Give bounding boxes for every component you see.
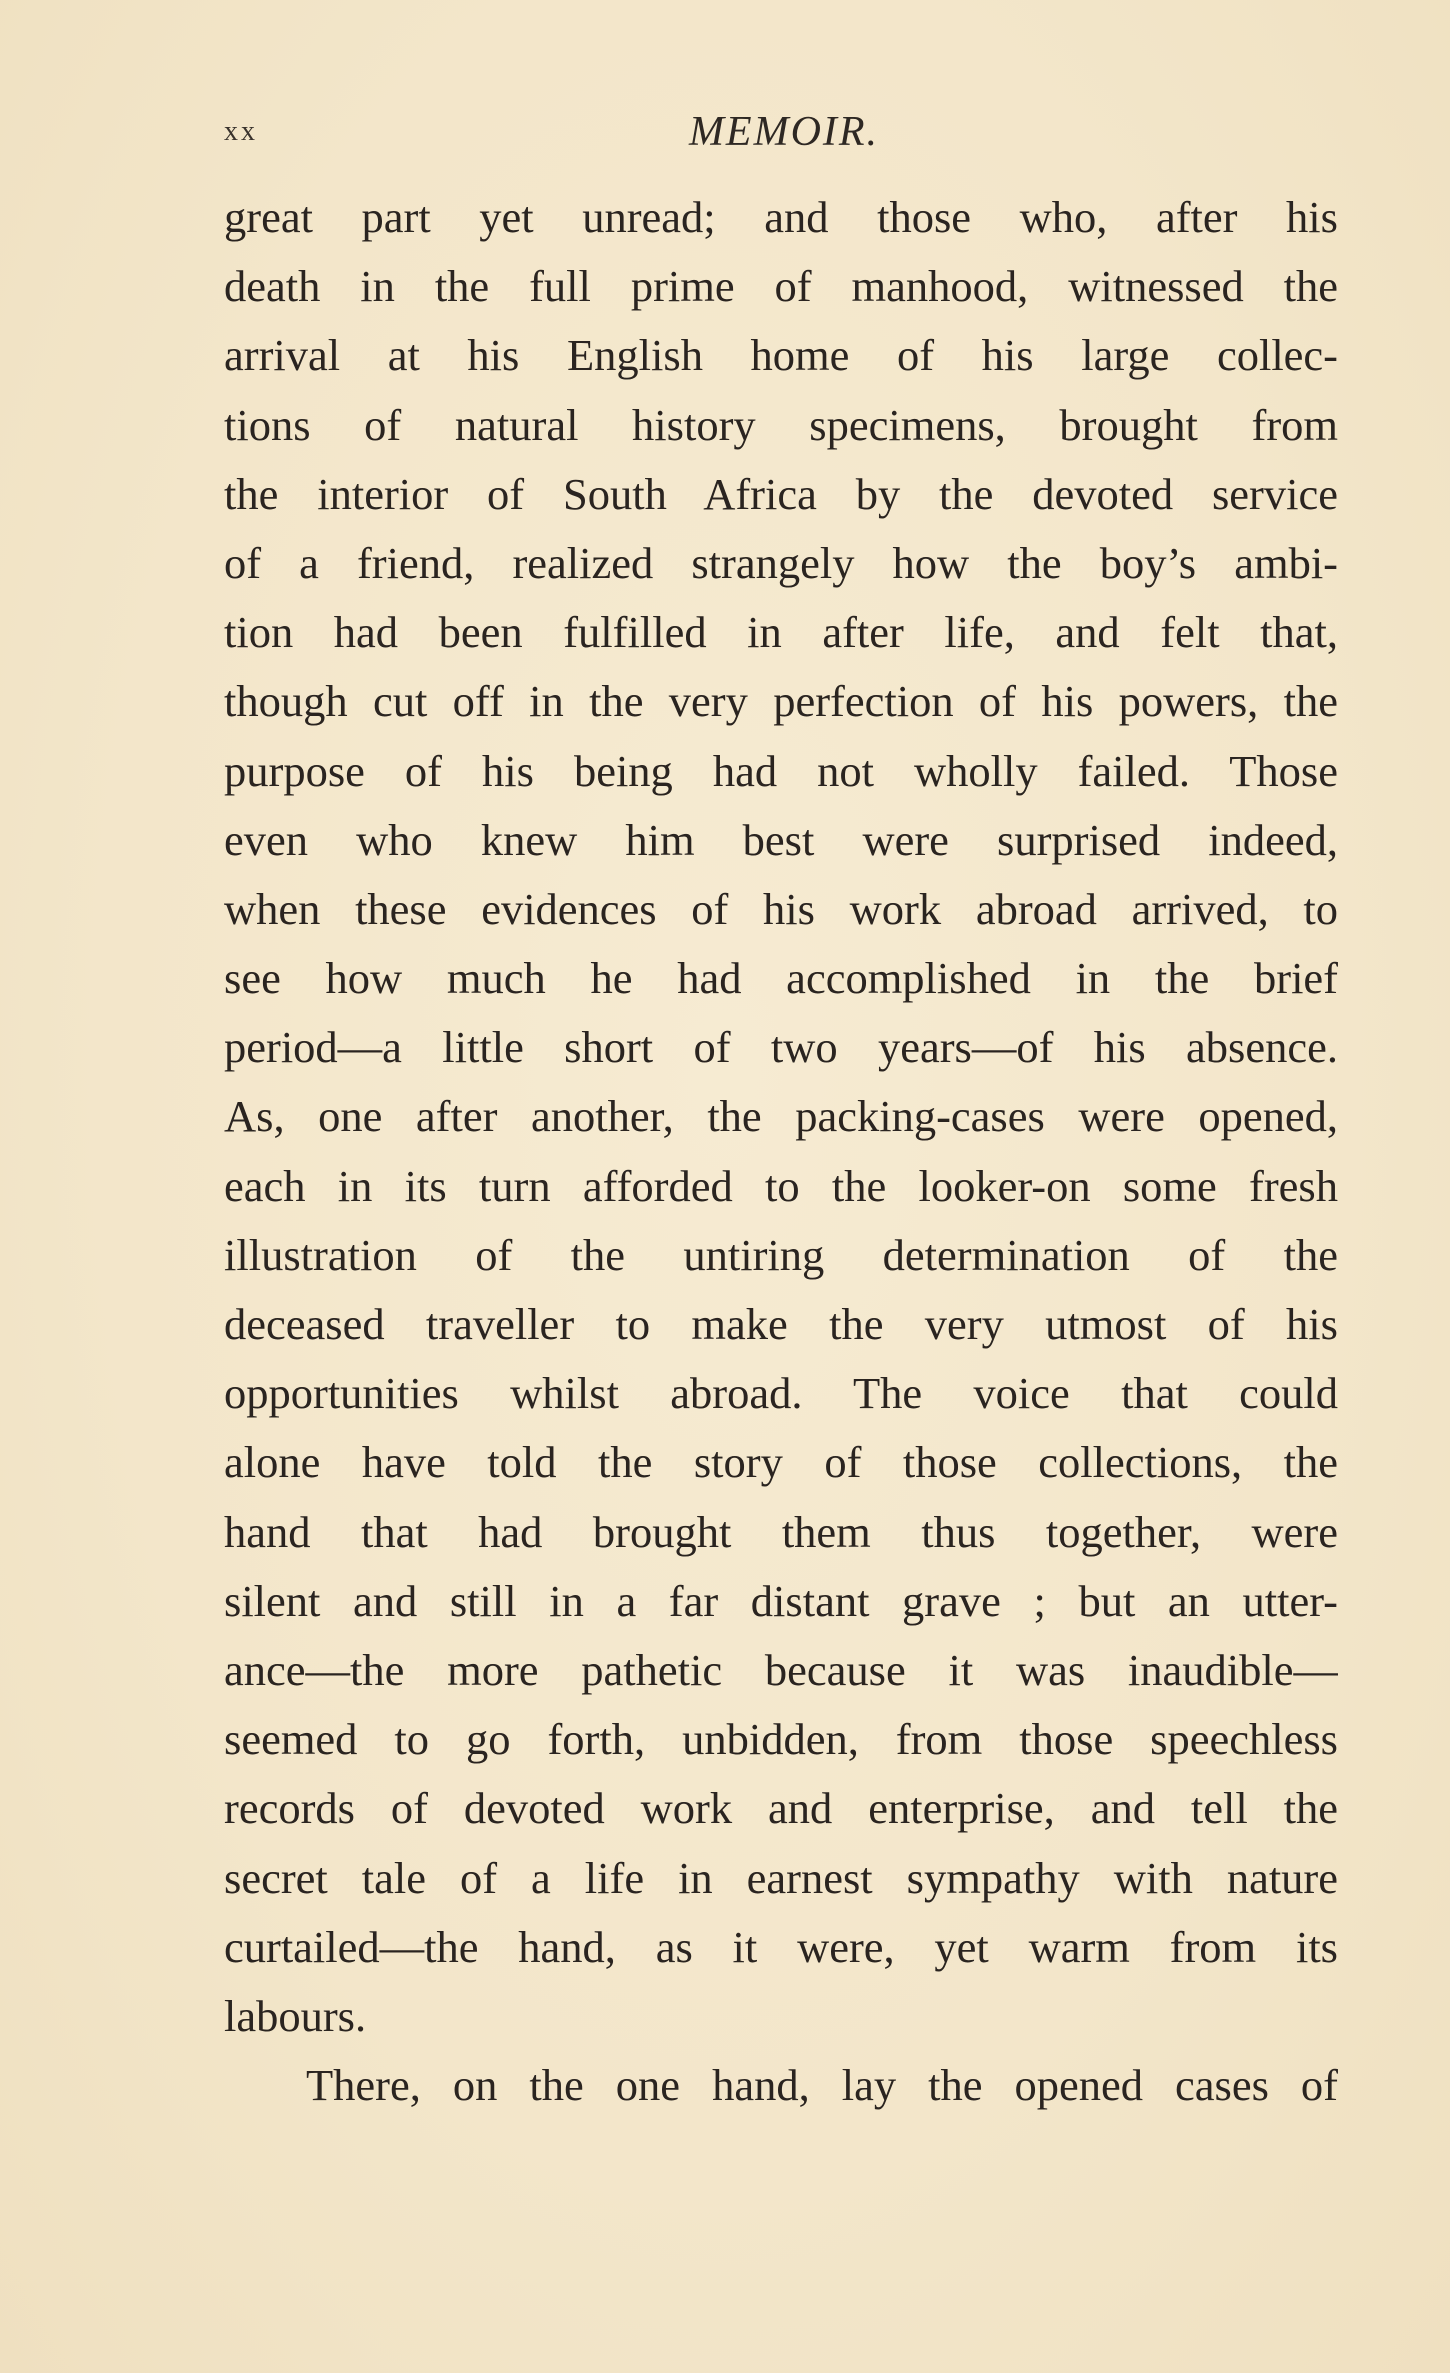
text-line: curtailed—the hand, as it were, yet warm from its xyxy=(224,1921,1338,1972)
text-line: ance—the more pathetic because it was inaudible— xyxy=(224,1644,1338,1695)
text-line: silent and still in a far distant grave ; but an utter- xyxy=(224,1575,1338,1626)
text-line: when these evidences of his work abroad arrived, to xyxy=(224,883,1338,934)
text-line: hand that had brought them thus together, were xyxy=(224,1506,1338,1557)
text-line: arrival at his English home of his large collec- xyxy=(224,330,1338,381)
text-line: of a friend, realized strangely how the boy’s ambi- xyxy=(224,537,1338,588)
text-line: illustration of the untiring determination of the xyxy=(224,1229,1338,1280)
page-header xyxy=(224,108,1344,158)
text-line: each in its turn afforded to the looker-on some fresh xyxy=(224,1160,1338,1211)
text-line: seemed to go forth, unbidden, from those speechless xyxy=(224,1714,1338,1765)
text-line: even who knew him best were surprised indeed, xyxy=(224,814,1338,865)
text-line: death in the full prime of manhood, witnessed the xyxy=(224,261,1338,312)
text-line: though cut off in the very perfection of his powers, the xyxy=(224,676,1338,727)
paragraph-start-line: There, on the one hand, lay the opened cases of xyxy=(306,2060,1338,2111)
text-line: tion had been fulfilled in after life, and felt that, xyxy=(224,607,1338,658)
body-text xyxy=(224,183,1338,2120)
text-line: secret tale of a life in earnest sympathy with nature xyxy=(224,1852,1338,1903)
text-line: see how much he had accomplished in the brief xyxy=(224,953,1338,1004)
text-line: deceased traveller to make the very utmost of his xyxy=(224,1299,1338,1349)
text-line: alone have told the story of those collections, the xyxy=(224,1437,1338,1488)
running-head: MEMOIR. xyxy=(688,109,880,155)
text-line: the interior of South Africa by the devoted service xyxy=(224,468,1338,519)
text-line: tions of natural history specimens, brought from xyxy=(224,399,1338,450)
text-line: period—a little short of two years—of his absence. xyxy=(224,1022,1338,1073)
page-number: xx xyxy=(224,116,258,147)
text-line: records of devoted work and enterprise, and tell the xyxy=(224,1783,1338,1834)
paragraph-end-line: labours. xyxy=(224,1990,367,2041)
text-line: great part yet unread; and those who, after his xyxy=(224,192,1338,242)
text-line: purpose of his being had not wholly failed. Those xyxy=(224,745,1338,796)
text-line: opportunities whilst abroad. The voice that could xyxy=(224,1368,1338,1419)
text-line: As, one after another, the packing-cases were opened, xyxy=(224,1091,1338,1142)
